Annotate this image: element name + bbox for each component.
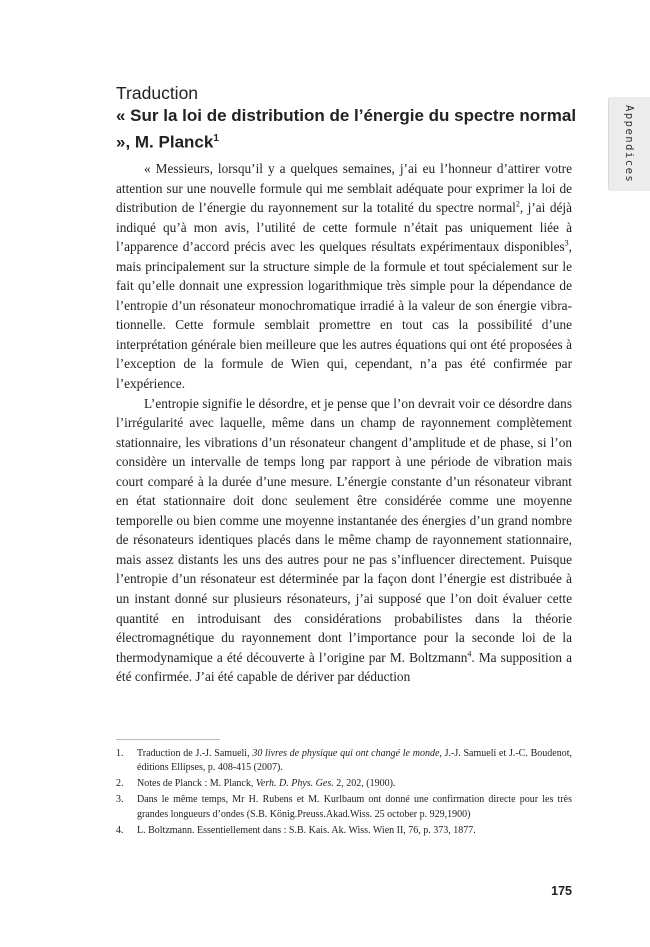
footnote-ref-4: 4 — [467, 649, 472, 659]
footnote-ref-3: 3 — [564, 238, 569, 248]
footnote-ref-2: 2 — [515, 199, 520, 209]
paragraph-1-part-c: , mais principalement sur la structure simple de la formule et tout spécialement sur le fait qu’elle donnait une expression logarithmique très simple pour la dépendance de l’entropie d’un résonateur monochromatique irradié à la valeur de son énergie vibrationnelle. Cette formule semblait promettre en tout cas la possibilité d’une interprétation générale bien meilleure que les autres équations qui ont été proposées à l’exception de la formule de Wien qui, cependant, n’a pas été confirmée par l’expérience. — [116, 239, 572, 392]
footnote-3 — [116, 793, 572, 822]
footnote-journal-title: Verh. D. Phys. Ges. — [255, 778, 334, 790]
title-footnote-ref: 1 — [213, 133, 219, 144]
appendices-tab[interactable] — [608, 97, 650, 191]
footnote-number: 2. — [116, 778, 124, 790]
paragraph-2-part-a: L’entropie signifie le désordre, et je pense que l’on devrait voir ce désordre dans l’irrégularité avec laquelle, même dans un champ de rayonnement complètement stationnaire, les vibrations d’un résonateur changent d’amplitude et de phase, si l’on considère un intervalle de temps long par rapport à une période de vibration mais court comparé à la durée d’une mesure. L’énergie constante d’un résonateur vibrant en état stationnaire doit donc seulement être considérée comme une moyenne temporelle ou bien comme une moyenne instantanée des énergies d’un grand nombre de résonateurs identiques placés dans le même champ de rayonnement stationnaire, mais assez distants les uns des autres pour ne pas s’influencer directement. Puisque l’entropie d’un résonateur est déterminée par la façon dont l’énergie est distribuée à un instant donné sur plusieurs résonateurs, j’ai supposé que l’on doit évaluer cette quantité en introduisant des considérations probabilistes dans la théorie électromagnétique du rayonnement dont l’importance pour la seconde loi de la thermodynamique a été découverte à l’origine par M. Boltzmann — [116, 395, 572, 665]
footnote-text-part: Notes de Planck : M. Planck, — [137, 778, 256, 790]
footnote-number: 4. — [116, 824, 124, 836]
footnote-number: 1. — [116, 748, 124, 759]
section-label: Traduction — [116, 83, 199, 103]
paragraph-1-part-b: , j’ai déjà indiqué qu’à mon avis, l’utilité de cette formule n’était pas uniquement liée à l’apparence d’accord précis avec les quelques résultats expérimentaux disponibles — [116, 200, 572, 255]
paragraph-1 — [116, 159, 572, 394]
page-number: 175 — [551, 884, 572, 898]
footnote-text: L. Boltzmann. Essentiellement dans : S.B. Kais. Ak. Wiss. Wien II, 76, p. 373, 1877. — [137, 824, 476, 836]
footnote-2 — [116, 777, 572, 791]
footnote-text-part: , J.-J. Samueli et J.-C. Boudenot, éditions Ellipses, p. 408-415 (2007). — [137, 748, 572, 774]
page-title — [116, 104, 586, 154]
footnote-1 — [116, 747, 572, 776]
heading-block — [116, 82, 586, 154]
footnote-4 — [116, 824, 572, 838]
title-text: « Sur la loi de distribution de l’énergie du spectre normal », M. Planck — [116, 106, 577, 152]
footnote-number: 3. — [116, 794, 124, 806]
footnote-text — [137, 747, 572, 776]
paragraph-1-part-a: « Messieurs, lorsqu’il y a quelques semaines, j’ai eu l’honneur d’attirer votre attention sur une nouvelle formule qui me semblait adéquate pour exprimer la loi de distribution de l’énergie du rayonnement sur la totalité du spectre normal — [116, 161, 572, 216]
footnote-divider — [116, 739, 220, 740]
footnotes — [116, 747, 572, 840]
paragraph-2 — [116, 394, 572, 687]
footnote-text: Dans le même temps, Mr H. Rubens et M. Kurlbaum ont donné une confirmation directe pour les très grandes longueurs d’ondes (S.B. König.Preuss.Akad.Wiss. 25 october p. 929,1900) — [137, 794, 572, 820]
footnote-text — [137, 777, 572, 791]
appendices-tab-label: Appendices — [623, 105, 635, 184]
footnote-book-title: 30 livres de physique qui ont changé le monde — [252, 748, 440, 759]
footnote-text-part: 2, 202, (1900). — [333, 778, 396, 790]
paragraph-2-part-b: . Ma supposition a été confirmée. J’ai été capable de dériver par déduction — [116, 649, 572, 685]
body-text — [116, 159, 572, 687]
footnote-text-part: Traduction de J.-J. Samueli, — [137, 748, 253, 759]
